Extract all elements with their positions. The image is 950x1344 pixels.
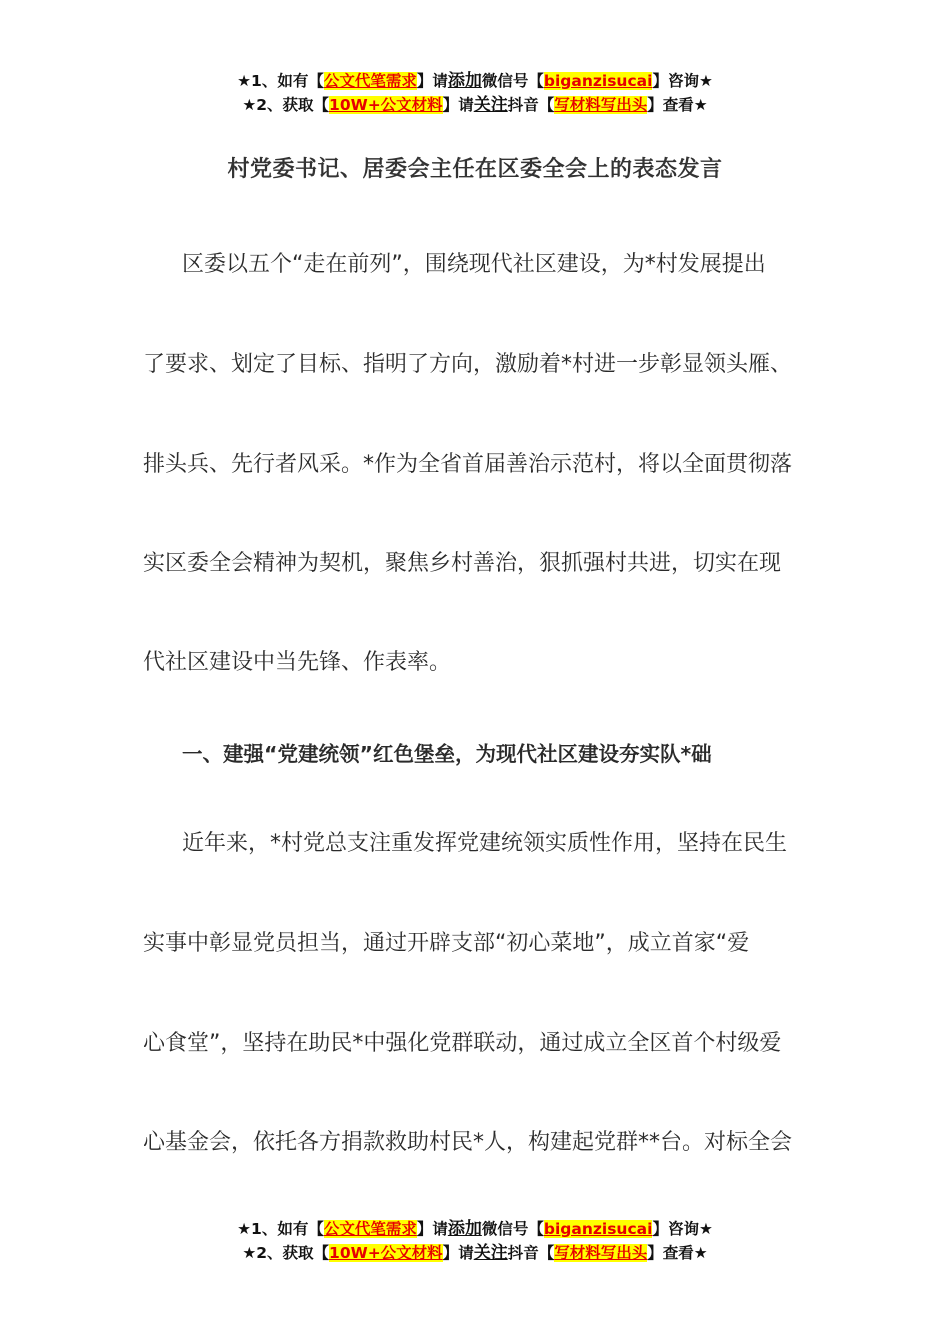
banner-line-1 <box>0 69 950 93</box>
banner-text: 】查看★ <box>647 96 708 114</box>
paragraph-line: 区委以五个“走在前列”，围绕现代社区建设，为*村发展提出 <box>182 252 766 277</box>
banner-emphasis: 添加 <box>447 71 482 91</box>
banner-line-2 <box>0 1241 950 1265</box>
banner-text: 微信号【 <box>481 1220 544 1238</box>
banner-text: ★1、如有【 <box>237 72 324 90</box>
banner-highlight: 10W+公文材料 <box>329 1244 443 1262</box>
banner-line-2 <box>0 93 950 117</box>
banner-text: 】查看★ <box>647 1244 708 1262</box>
footer-banner <box>0 1217 950 1265</box>
paragraph-line: 心基金会，依托各方捐款救助村民*人，构建起党群**台。对标全会 <box>143 1130 793 1155</box>
banner-text: 抖音【 <box>507 1244 555 1262</box>
section-heading: 一、建强“党建统领”红色堡垒，为现代社区建设夯实队*础 <box>182 742 712 766</box>
banner-text: 】咨询★ <box>652 1220 713 1238</box>
banner-text: 微信号【 <box>481 72 544 90</box>
paragraph-line: 心食堂”，坚持在助民*中强化党群联动，通过成立全区首个村级爱 <box>143 1031 782 1056</box>
banner-text: 抖音【 <box>507 96 555 114</box>
banner-text: ★2、获取【 <box>242 96 330 114</box>
banner-text: 】请 <box>416 72 448 90</box>
banner-emphasis: 添加 <box>447 1219 482 1239</box>
banner-text: 】请 <box>442 1244 474 1262</box>
banner-text: 】咨询★ <box>652 72 713 90</box>
douyin-id-highlight: 写材料写出头 <box>554 1244 648 1262</box>
header-banner <box>0 69 950 117</box>
paragraph-line: 实事中彰显党员担当，通过开辟支部“初心菜地”，成立首家“爱 <box>143 931 750 956</box>
banner-highlight: 10W+公文材料 <box>329 96 443 114</box>
paragraph-line: 代社区建设中当先锋、作表率。 <box>143 650 452 675</box>
banner-text: ★2、获取【 <box>242 1244 330 1262</box>
wechat-id-highlight: biganzisucai <box>543 1220 653 1238</box>
paragraph-line: 排头兵、先行者风采。*作为全省首届善治示范村，将以全面贯彻落 <box>143 452 793 477</box>
paragraph-line: 近年来，*村党总支注重发挥党建统领实质性作用，坚持在民生 <box>182 831 788 856</box>
paragraph-line: 实区委全会精神为契机，聚焦乡村善治，狠抓强村共进，切实在现 <box>143 551 782 576</box>
banner-text: 】请 <box>442 96 474 114</box>
banner-text: ★1、如有【 <box>237 1220 324 1238</box>
douyin-id-highlight: 写材料写出头 <box>554 96 648 114</box>
wechat-id-highlight: biganzisucai <box>543 72 653 90</box>
paragraph-line: 了要求、划定了目标、指明了方向，激励着*村进一步彰显领头雁、 <box>143 352 793 377</box>
banner-highlight: 公文代笔需求 <box>323 72 417 90</box>
document-title: 村党委书记、居委会主任在区委全会上的表态发言 <box>227 157 723 182</box>
banner-emphasis: 关注 <box>473 95 508 115</box>
banner-text: 】请 <box>416 1220 448 1238</box>
banner-line-1 <box>0 1217 950 1241</box>
banner-highlight: 公文代笔需求 <box>323 1220 417 1238</box>
banner-emphasis: 关注 <box>473 1243 508 1263</box>
